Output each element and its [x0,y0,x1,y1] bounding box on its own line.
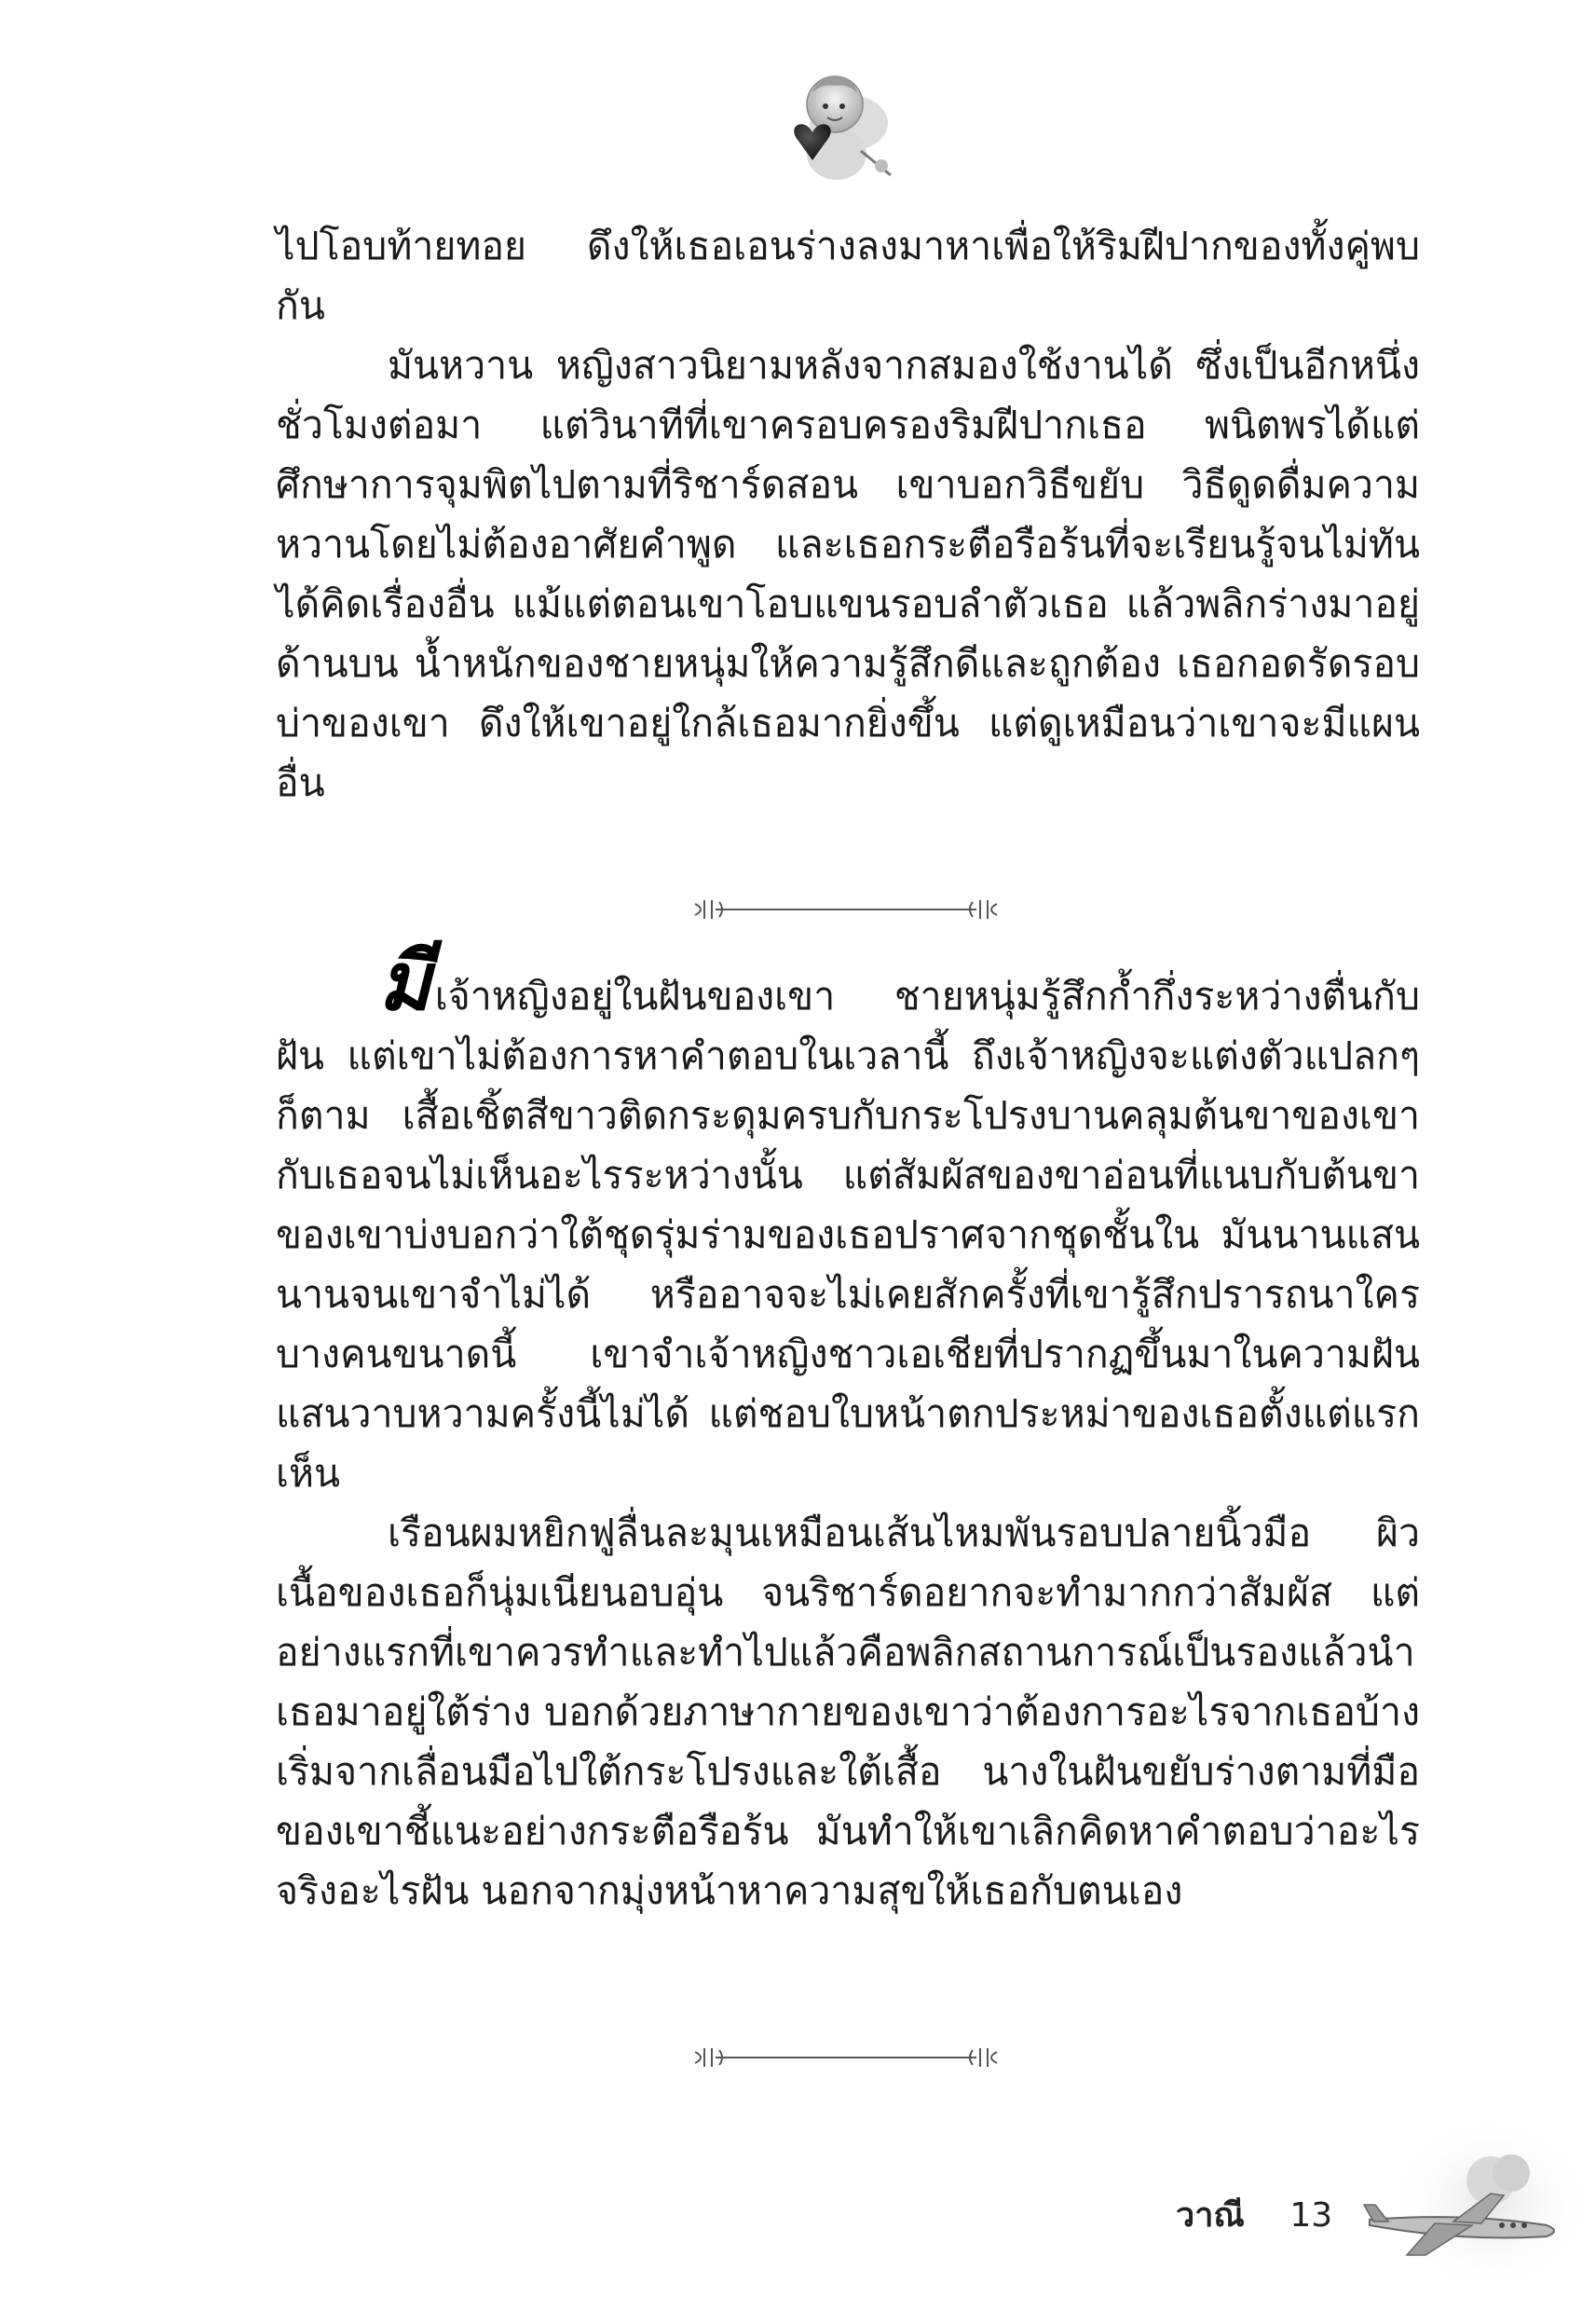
paragraph [276,936,1420,1503]
cupid-with-heart-icon [760,65,900,186]
drop-cap: มี [378,936,431,1029]
paragraph-text: เจ้าหญิงอยู่ในฝันของเขา ชายหนุ่มรู้สึกก้ำกึ่งระหว่างตื่นกับฝัน แต่เขาไม่ต้องการหาคำตอบในเวลานี้ ถึงเจ้าหญิงจะแต่งตัวแปลกๆ ก็ตาม เสื้อเชิ้ตสีขาวติดกระดุมครบกับกระโปรงบานคลุมต้นขาของเขากับเธอจนไม่เห็นอะไรระหว่างนั้น แต่สัมผัสของขาอ่อนที่แนบกับต้นขาของเขาบ่งบอกว่าใต้ชุดรุ่มร่ามของเธอปราศจากชุดชั้นใน มันนานแสนนานจนเขาจำไม่ได้ หรืออาจจะไม่เคยสักครั้งที่เขารู้สึกปรารถนาใครบางคนขนาดนี้ เขาจำเจ้าหญิงชาวเอเชียที่ปรากฏขึ้นมาในความฝันแสนวาบหวามครั้งนี้ไม่ได้ แต่ชอบใบหน้าตกประหม่าของเธอตั้งแต่แรกเห็น [276,974,1420,1496]
ornamental-divider-icon [691,891,1001,928]
page-number: 13 [1289,2196,1333,2235]
running-title: วาณี [1176,2196,1245,2235]
page-footer [1176,2188,1332,2241]
paragraph: เรือนผมหยิกฟูลื่นละมุนเหมือนเส้นไหมพันรอบปลายนิ้วมือ ผิวเนื้อของเธอก็นุ่มเนียนอบอุ่น จนริชาร์ดอยากจะทำมากกว่าสัมผัส แต่อย่างแรกที่เขาควรทำและทำไปแล้วคือพลิกสถานการณ์เป็นรองแล้วนำเธอมาอยู่ใต้ร่าง บอกด้วยภาษากายของเขาว่าต้องการอะไรจากเธอบ้าง เริ่มจากเลื่อนมือไปใต้กระโปรงและใต้เสื้อ นางในฝันขยับร่างตามที่มือของเขาชี้แนะอย่างกระตือรือร้น มันทำให้เขาเลิกคิดหาคำตอบว่าอะไรจริงอะไรฝัน นอกจากมุ่งหน้าหาความสุขให้เธอกับตนเอง [276,1511,1420,1913]
airplane-icon [1351,2115,1593,2311]
text-block-1 [276,216,1420,813]
text-block-2 [276,936,1420,1921]
ornamental-divider-icon [691,2039,1001,2076]
paragraph: ไปโอบท้ายทอย ดึงให้เธอเอนร่างลงมาหาเพื่อให้ริมฝีปากของทั้งคู่พบกัน [276,224,1420,328]
paragraph: มันหวาน หญิงสาวนิยามหลังจากสมองใช้งานได้ ซึ่งเป็นอีกหนึ่งชั่วโมงต่อมา แต่วินาทีที่เขาครอบครองริมฝีปากเธอ พนิตพรได้แต่ศึกษาการจุมพิตไปตามที่ริชาร์ดสอน เขาบอกวิธีขยับ วิธีดูดดื่มความหวานโดยไม่ต้องอาศัยคำพูด และเธอกระตือรือร้นที่จะเรียนรู้จนไม่ทันได้คิดเรื่องอื่น แม้แต่ตอนเขาโอบแขนรอบลำตัวเธอ แล้วพลิกร่างมาอยู่ด้านบน น้ำหนักของชายหนุ่มให้ความรู้สึกดีและถูกต้อง เธอกอดรัดรอบบ่าของเขา ดึงให้เขาอยู่ใกล้เธอมากยิ่งขึ้น แต่ดูเหมือนว่าเขาจะมีแผนอื่น [276,343,1420,805]
